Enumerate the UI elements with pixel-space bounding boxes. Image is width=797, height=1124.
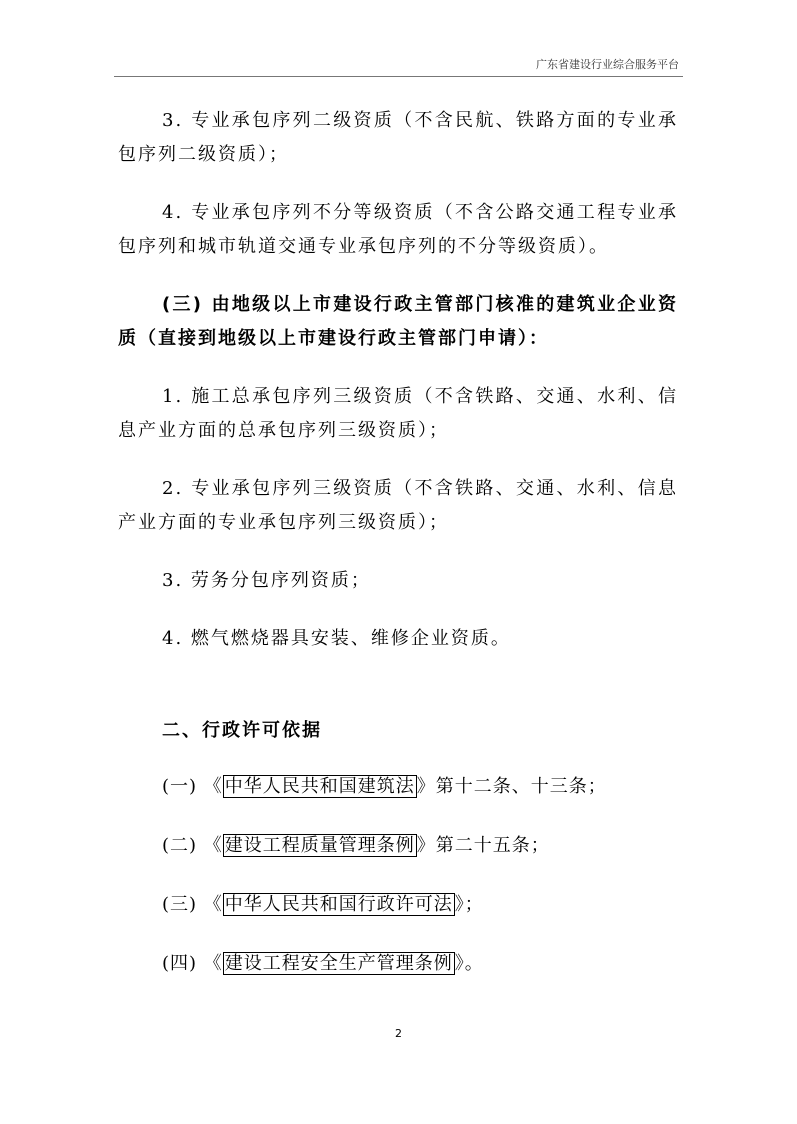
document-body <box>118 104 678 1006</box>
paragraph-item-3-labor-subcontract: 3. 劳务分包序列资质； <box>162 570 371 591</box>
section-heading-legal-basis: 二、行政许可依据 <box>162 720 322 741</box>
reference-prefix: (二) 《 <box>162 835 223 856</box>
reference-suffix: 》第二十五条； <box>416 835 550 856</box>
reference-suffix: 》第十二条、十三条； <box>416 776 607 797</box>
law-name-link[interactable]: 中华人民共和国建筑法 <box>224 776 415 797</box>
reference-suffix: 》； <box>454 894 484 915</box>
legal-reference-1 <box>118 770 678 804</box>
header-divider <box>114 76 683 77</box>
paragraph-item-1-general-grade3: 1. 施工总承包序列三级资质（不含铁路、交通、水利、信息产业方面的总承包序列三级资质）； <box>118 386 678 441</box>
paragraph-item-4-gas-appliance: 4. 燃气燃烧器具安装、维修企业资质。 <box>162 628 511 649</box>
reference-suffix: 》。 <box>454 953 484 974</box>
paragraph-item-4-professional-ungraded: 4. 专业承包序列不分等级资质（不含公路交通工程专业承包序列和城市轨道交通专业承包序列的不分等级资质）。 <box>118 202 678 257</box>
page-number: 2 <box>395 1027 402 1040</box>
subsection-heading-3: (三) 由地级以上市建设行政主管部门核准的建筑业企业资质（直接到地级以上市建设行政主管部门申请）： <box>118 294 678 349</box>
reference-prefix: (四) 《 <box>162 953 223 974</box>
legal-reference-3 <box>118 888 678 922</box>
reference-prefix: (一) 《 <box>162 776 223 797</box>
reference-prefix: (三) 《 <box>162 894 223 915</box>
page-header: 广东省建设行业综合服务平台 <box>536 58 679 71</box>
legal-reference-2 <box>118 829 678 863</box>
law-name-link[interactable]: 建设工程安全生产管理条例 <box>224 953 453 974</box>
paragraph-item-3-professional-grade2: 3. 专业承包序列二级资质（不含民航、铁路方面的专业承包序列二级资质）； <box>118 110 678 165</box>
law-name-link[interactable]: 中华人民共和国行政许可法 <box>224 894 453 915</box>
legal-reference-4 <box>118 947 678 981</box>
law-name-link[interactable]: 建设工程质量管理条例 <box>224 835 415 856</box>
paragraph-item-2-professional-grade3: 2. 专业承包序列三级资质（不含铁路、交通、水利、信息产业方面的专业承包序列三级资质）； <box>118 478 678 533</box>
